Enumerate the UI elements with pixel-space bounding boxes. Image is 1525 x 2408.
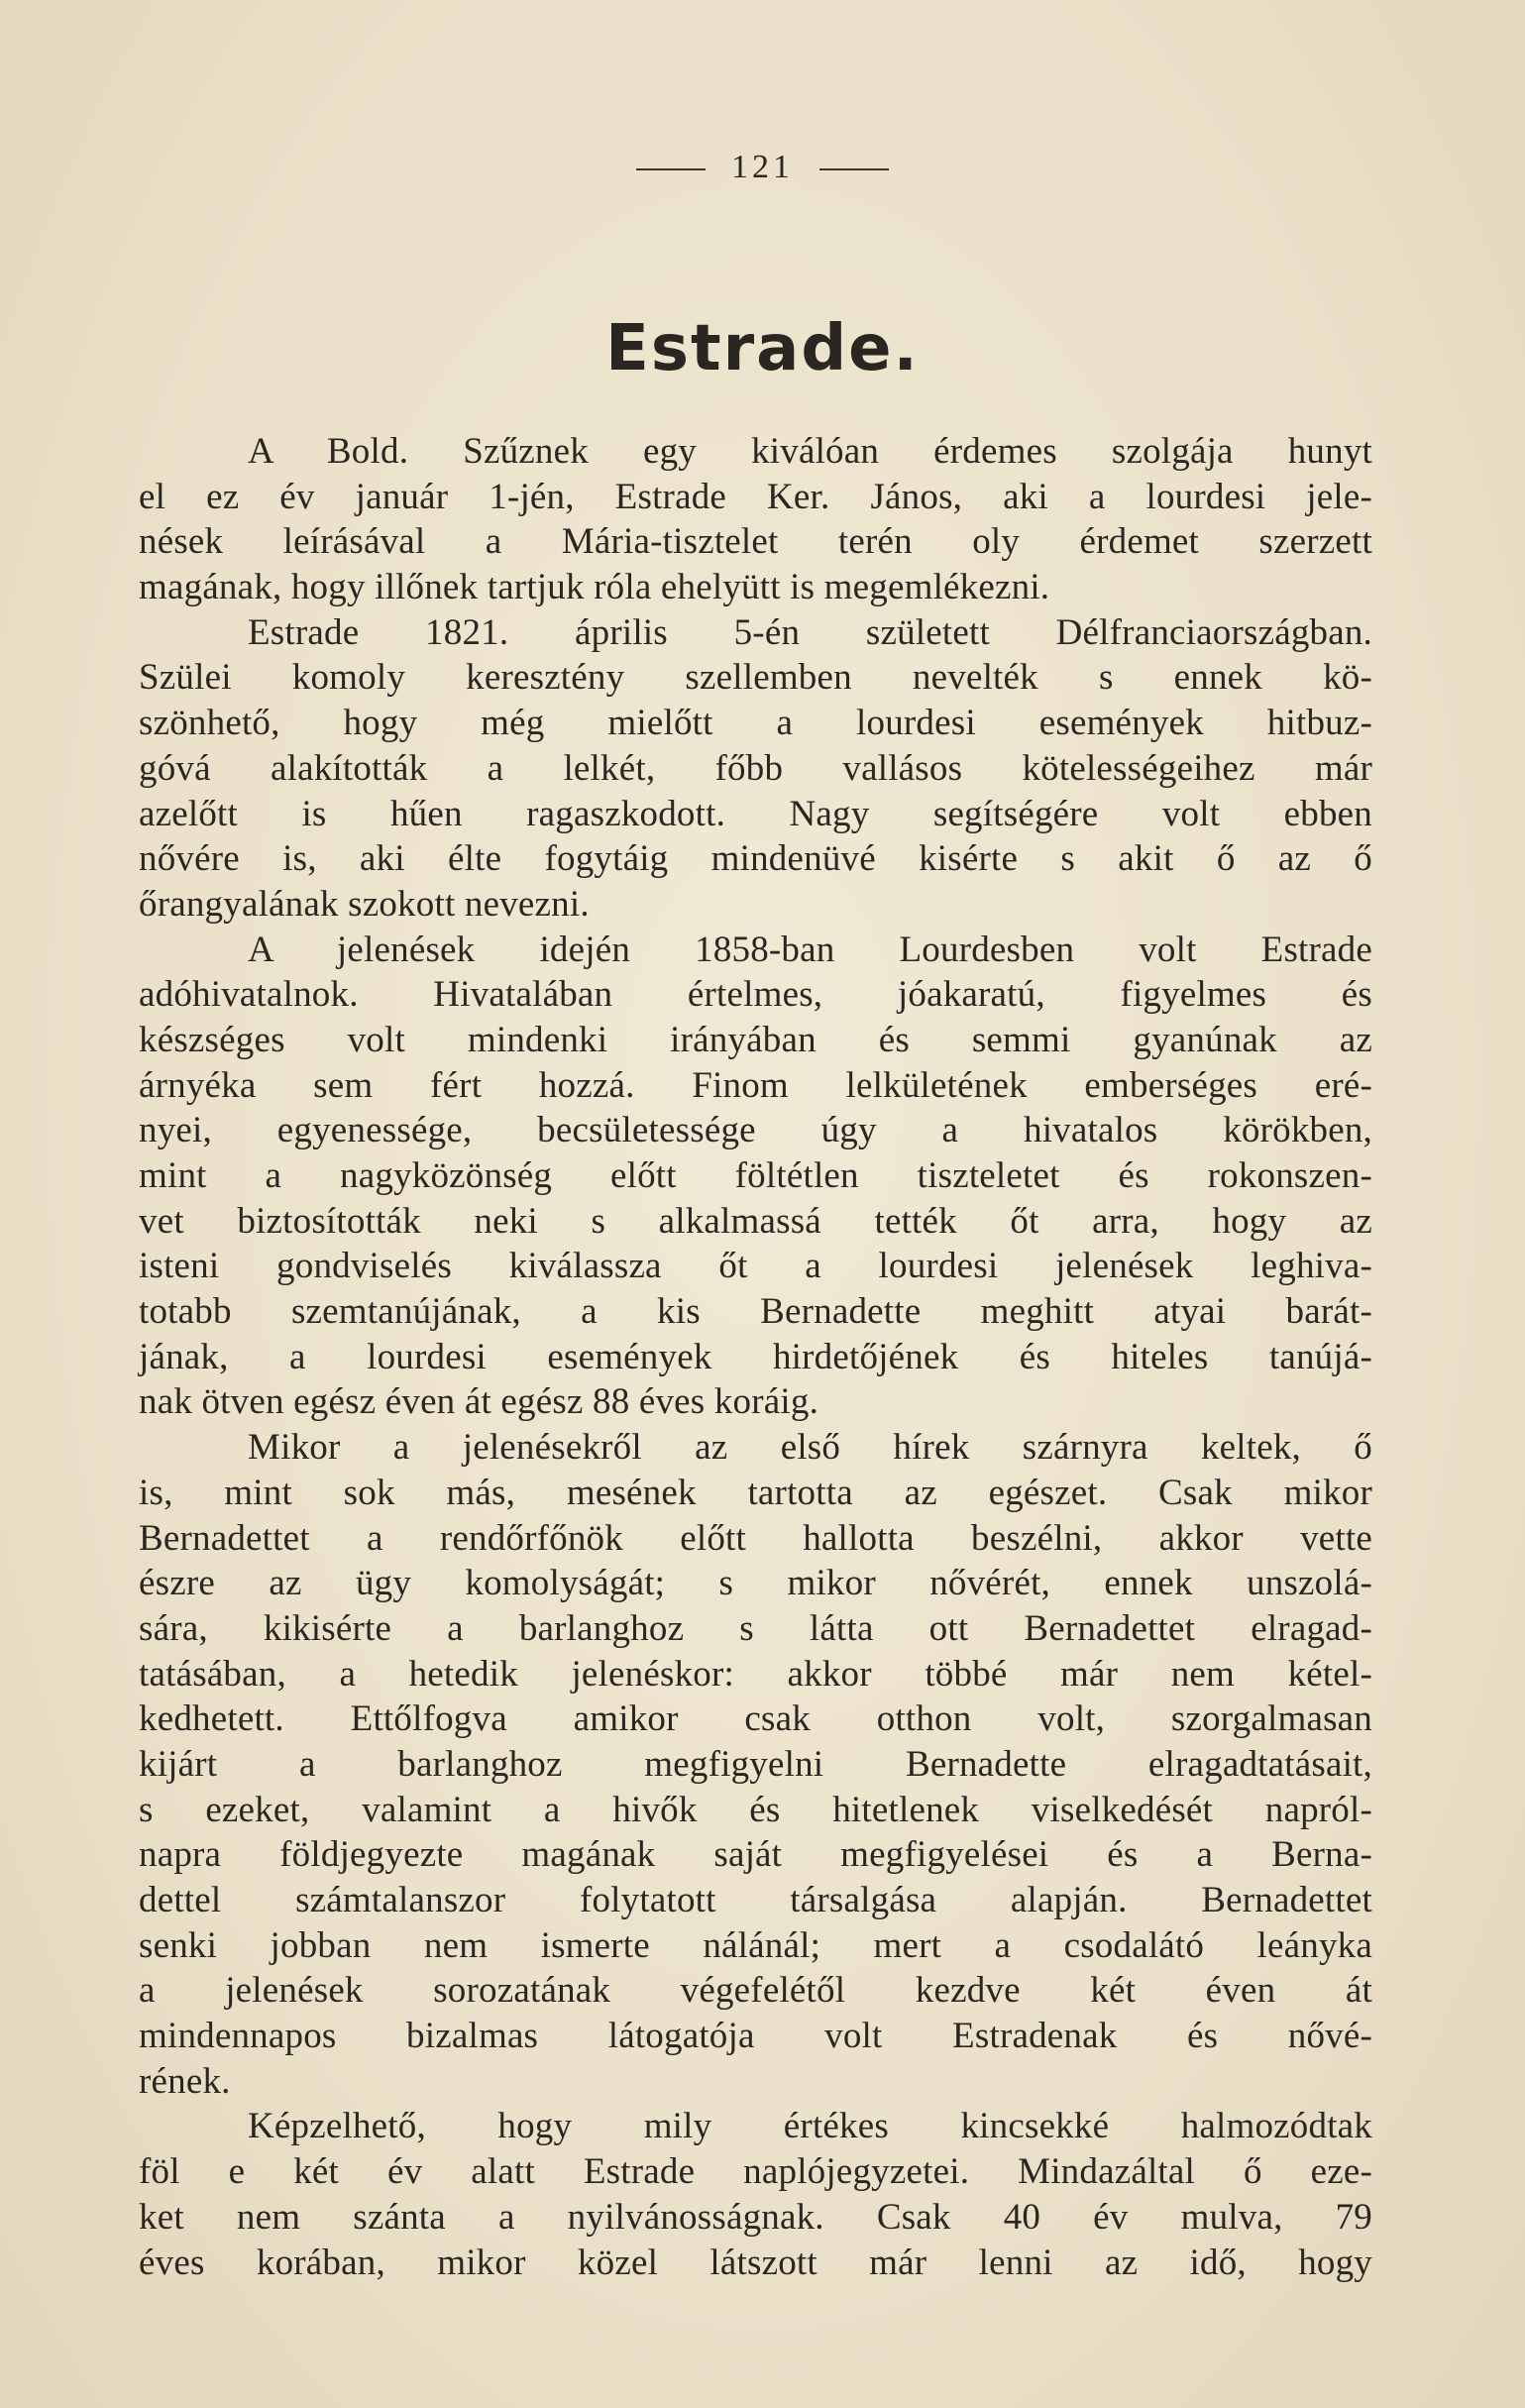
- text-line: rének.: [139, 2060, 231, 2102]
- text-line: mindennapos bizalmas látogatója volt Estradenak és nővé-: [139, 2016, 1372, 2057]
- text-line: Estrade 1821. április 5-én született Délfranciaországban.: [248, 611, 1372, 653]
- text-line: isteni gondviselés kiválassza őt a lourdesi jelenések leghiva-: [139, 1246, 1372, 1287]
- text-line: észre az ügy komolyságát; s mikor nővérét, ennek unszolá-: [139, 1563, 1372, 1604]
- text-line: napra földjegyezte magának saját megfigyelései és a Berna-: [139, 1834, 1372, 1876]
- text-line: A Bold. Szűznek egy kiválóan érdemes szolgája hunyt: [248, 431, 1372, 472]
- text-line: magának, hogy illőnek tartjuk róla ehelyütt is megemlékezni.: [139, 567, 1050, 608]
- text-line: adóhivatalnok. Hivatalában értelmes, jóakaratú, figyelmes és: [139, 974, 1372, 1016]
- text-line: vet biztosították neki s alkalmassá tették őt arra, hogy az: [139, 1200, 1372, 1242]
- text-line: Mikor a jelenésekről az első hírek szárnyra keltek, ő: [248, 1427, 1372, 1469]
- text-line: Képzelhető, hogy mily értékes kincsekké halmozódtak: [248, 2106, 1372, 2147]
- text-line: el ez év január 1-jén, Estrade Ker. János, aki a lourdesi jele-: [139, 476, 1372, 517]
- text-line: nővére is, aki élte fogytáig mindenüvé kisérte s akit ő az ő: [139, 838, 1372, 880]
- text-line: azelőtt is hűen ragaszkodott. Nagy segítségére volt ebben: [139, 793, 1372, 834]
- text-line: sára, kikisérte a barlanghoz s látta ott Bernadettet elragad-: [139, 1607, 1372, 1649]
- page-number: 121: [731, 149, 794, 185]
- text-line: nak ötven egész éven át egész 88 éves koráig.: [139, 1381, 819, 1423]
- text-line: totabb szemtanújának, a kis Bernadette meghitt atyai barát-: [139, 1291, 1372, 1333]
- text-line: góvá alakították a lelkét, főbb vallásos kötelességeihez már: [139, 747, 1372, 789]
- body-text: [139, 429, 1372, 2285]
- text-line: tatásában, a hetedik jelenéskor: akkor többé már nem kétel-: [139, 1653, 1372, 1695]
- text-line: nések leírásával a Mária-tisztelet terén oly érdemet szerzett: [139, 521, 1372, 563]
- text-line: szönhető, hogy még mielőtt a lourdesi események hitbuz-: [139, 703, 1372, 744]
- text-line: A jelenések idején 1858-ban Lourdesben volt Estrade: [248, 929, 1372, 970]
- text-line: nyei, egyenessége, becsületessége úgy a hivatalos körökben,: [139, 1110, 1372, 1151]
- page-number-header: [0, 149, 1525, 186]
- text-line: árnyéka sem fért hozzá. Finom lelkületének emberséges eré-: [139, 1064, 1372, 1106]
- text-line: is, mint sok más, mesének tartotta az egészet. Csak mikor: [139, 1472, 1372, 1513]
- text-line: s ezeket, valamint a hivők és hitetlenek viselkedését napról-: [139, 1789, 1372, 1830]
- right-dash: [819, 168, 889, 170]
- text-line: éves korában, mikor közel látszott már lenni az idő, hogy: [139, 2242, 1372, 2283]
- text-line: mint a nagyközönség előtt föltétlen tiszteletet és rokonszen-: [139, 1155, 1372, 1196]
- text-line: készséges volt mindenki irányában és semmi gyanúnak az: [139, 1019, 1372, 1060]
- text-line: őrangyalának szokott nevezni.: [139, 883, 590, 925]
- left-dash: [636, 168, 706, 170]
- text-line: dettel számtalanszor folytatott társalgása alapján. Bernadettet: [139, 1880, 1372, 1920]
- chapter-title: Estrade.: [605, 312, 920, 385]
- text-line: kijárt a barlanghoz megfigyelni Bernadette elragadtatásait,: [139, 1743, 1372, 1785]
- text-line: ket nem szánta a nyilvánosságnak. Csak 40 év mulva, 79: [139, 2196, 1372, 2238]
- text-line: a jelenések sorozatának végefelétől kezdve két éven át: [139, 1970, 1372, 2012]
- text-line: Bernadettet a rendőrfőnök előtt hallotta beszélni, akkor vette: [139, 1517, 1372, 1559]
- text-line: föl e két év alatt Estrade naplójegyzetei. Mindazáltal ő eze-: [139, 2151, 1372, 2193]
- text-line: senki jobban nem ismerte nálánál; mert a csodalátó leányka: [139, 1924, 1372, 1966]
- text-line: kedhetett. Ettőlfogva amikor csak otthon volt, szorgalmasan: [139, 1698, 1372, 1740]
- text-line: jának, a lourdesi események hirdetőjének és hiteles tanújá-: [139, 1336, 1372, 1377]
- text-line: Szülei komoly keresztény szellemben nevelték s ennek kö-: [139, 657, 1372, 699]
